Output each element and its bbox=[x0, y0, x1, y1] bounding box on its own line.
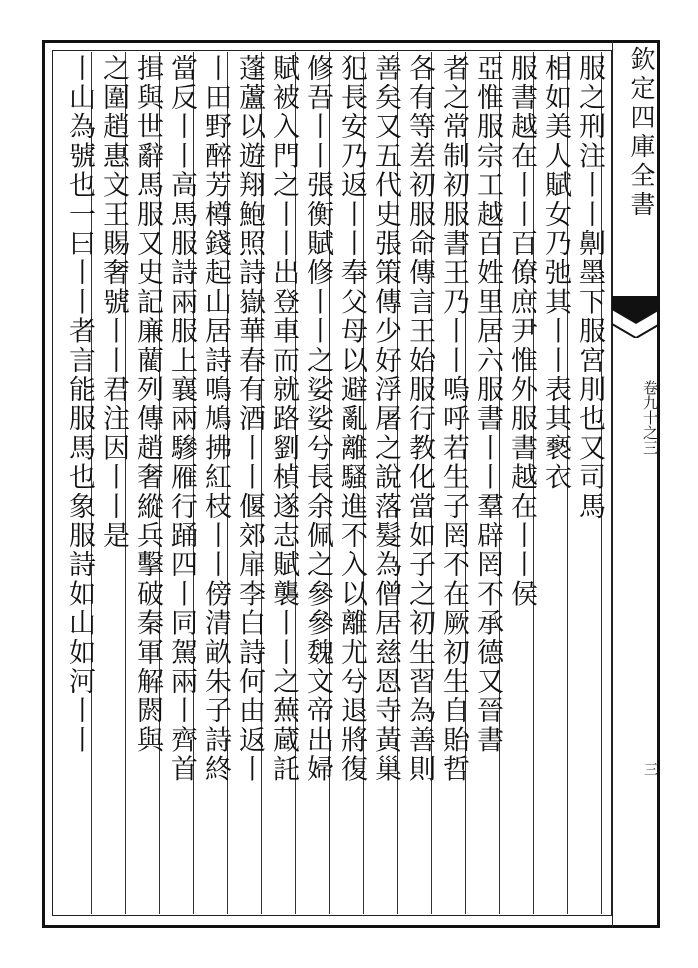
text-column: 相如美人賦女乃弛其丨丨表其褻衣 bbox=[540, 54, 571, 492]
text-column: 修吾丨丨張衡賦修丨丨之娑娑兮長余佩之參參魏文帝出婦 bbox=[302, 54, 333, 784]
text-column: 當反丨丨高馬服詩兩服上襄兩驂雁行踊四丨同駕兩丨齊首 bbox=[166, 54, 197, 784]
text-column: 亞惟服宗工越百姓里居六服書丨丨羣辟罔不承德又晉書 bbox=[472, 54, 503, 755]
text-column: 善矣又五代史張策傳少好浮屠之說落髮為僧居慈恩寺黃巢 bbox=[370, 54, 401, 784]
text-column: 揖與世辭馬服又史記廉藺列傳趙奢縱兵擊破秦軍解閼與 bbox=[132, 54, 163, 755]
page-number: 三 bbox=[642, 762, 658, 776]
text-column: 犯長安乃返丨丨奉父母以避亂離騷進不入以離尤兮退將復 bbox=[336, 54, 367, 784]
fishtail-mark-icon bbox=[612, 296, 660, 338]
text-column: 丨田野醉芳樽錢起山居詩鳴鳩拂紅枝丨丨傍清畝朱子詩終 bbox=[200, 54, 231, 784]
text-column: 服之刑注丨丨劓墨下服宮刖也又司馬 bbox=[574, 54, 605, 522]
text-column: 賦被入門之丨丨出登車而就路劉楨遂志賦襲丨丨之蕪蔵託 bbox=[268, 54, 299, 784]
running-title: 欽定四庫全書 bbox=[627, 46, 656, 220]
text-column: 服書越在丨丨百僚庶尹惟外服書越在丨丨侯 bbox=[506, 54, 537, 609]
text-column: 各有等差初服命傳言王始服行教化當如子之初生習為善則 bbox=[404, 54, 435, 784]
text-column: 者之常制初服書王乃丨丨嗚呼若生子罔不在厥初生自貽哲 bbox=[438, 54, 469, 784]
text-column: 丨山為號也一曰丨丨者言能服馬也象服詩如山如河丨丨 bbox=[64, 54, 95, 755]
text-column: 之圍趙惠文王賜奢號丨丨君注因丨丨是 bbox=[98, 54, 129, 551]
text-column: 蓬蘆以遊翔鮑照詩嶽華春有酒丨丨偃郊扉李白詩何由返丨 bbox=[234, 54, 265, 784]
volume-label: 卷九十之三 bbox=[641, 380, 659, 455]
